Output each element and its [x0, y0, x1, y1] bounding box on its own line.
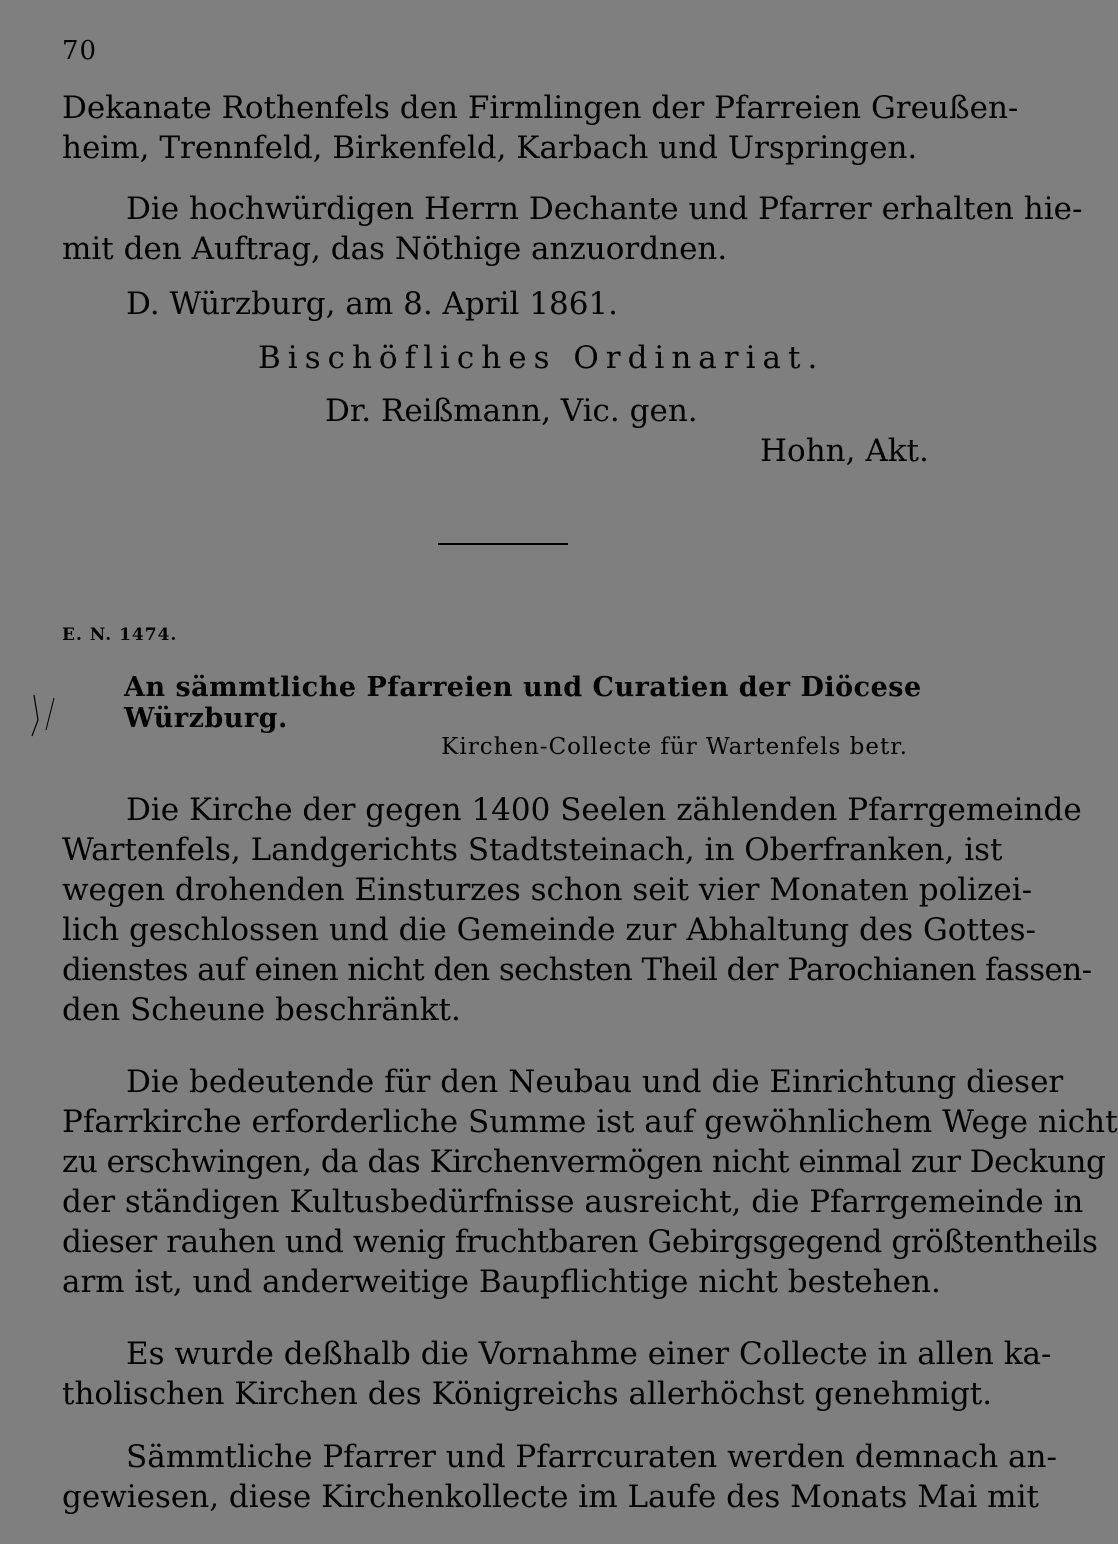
subject-line: Kirchen-Collecte für Wartenfels betr. — [441, 734, 908, 760]
text-line: den Scheune beschränkt. — [62, 992, 461, 1028]
text-line: dienstes auf einen nicht den sechsten Theil der Parochianen fassen- — [62, 952, 1092, 988]
text-line: lich geschlossen und die Gemeinde zur Abhaltung des Gottes- — [62, 912, 1037, 948]
text-line: der ständigen Kultusbedürfnisse ausreicht, die Pfarrgemeinde in — [62, 1184, 1084, 1220]
top-paragraph — [62, 88, 1019, 168]
margin-mark-icon — [24, 690, 64, 740]
text-line: zu erschwingen, da das Kirchenvermögen nicht einmal zur Deckung — [62, 1144, 1106, 1180]
text-line: Pfarrkirche erforderliche Summe ist auf gewöhnlichem Wege nicht — [62, 1104, 1118, 1140]
reference-number: E. N. 1474. — [62, 625, 178, 645]
page-number: 70 — [62, 36, 98, 66]
signature-signer-2: Hohn, Akt. — [760, 433, 929, 469]
text-line: gewiesen, diese Kirchenkollecte im Laufe des Monats Mai mit — [62, 1479, 1039, 1515]
text-line: mit den Auftrag, das Nöthige anzuordnen. — [62, 231, 728, 267]
address-heading: An sämmtliche Pfarreien und Curatien der Diöcese Würzburg. — [124, 672, 922, 734]
body-paragraph-4 — [62, 1437, 1057, 1517]
date-line: D. Würzburg, am 8. April 1861. — [126, 286, 619, 322]
text-line: Die bedeutende für den Neubau und die Einrichtung dieser — [126, 1064, 1064, 1100]
body-paragraph-1 — [62, 790, 1092, 1030]
body-paragraph-2 — [62, 1062, 1118, 1302]
instruction-paragraph — [62, 189, 1083, 269]
signature-signer-1: Dr. Reißmann, Vic. gen. — [325, 393, 698, 429]
text-line: Sämmtliche Pfarrer und Pfarrcuraten werden demnach an- — [126, 1439, 1057, 1475]
signature-organization: Bischöfliches Ordinariat. — [258, 340, 825, 376]
text-line: Die Kirche der gegen 1400 Seelen zählenden Pfarrgemeinde — [126, 792, 1082, 828]
text-line: heim, Trennfeld, Birkenfeld, Karbach und Urspringen. — [62, 130, 918, 166]
text-line: Es wurde deßhalb die Vornahme einer Collecte in allen ka- — [126, 1336, 1052, 1372]
text-line: dieser rauhen und wenig fruchtbaren Gebirgsgegend größtentheils — [62, 1224, 1098, 1260]
text-line: arm ist, und anderweitige Baupflichtige nicht bestehen. — [62, 1264, 941, 1300]
text-line: Dekanate Rothenfels den Firmlingen der Pfarreien Greußen- — [62, 90, 1019, 126]
text-line: tholischen Kirchen des Königreichs allerhöchst genehmigt. — [62, 1376, 993, 1412]
text-line: wegen drohenden Einsturzes schon seit vier Monaten polizei- — [62, 872, 1033, 908]
section-divider — [438, 543, 568, 545]
text-line: Wartenfels, Landgerichts Stadtsteinach, in Oberfranken, ist — [62, 832, 1003, 868]
body-paragraph-3 — [62, 1334, 1052, 1414]
text-line: Die hochwürdigen Herrn Dechante und Pfarrer erhalten hie- — [126, 191, 1083, 227]
